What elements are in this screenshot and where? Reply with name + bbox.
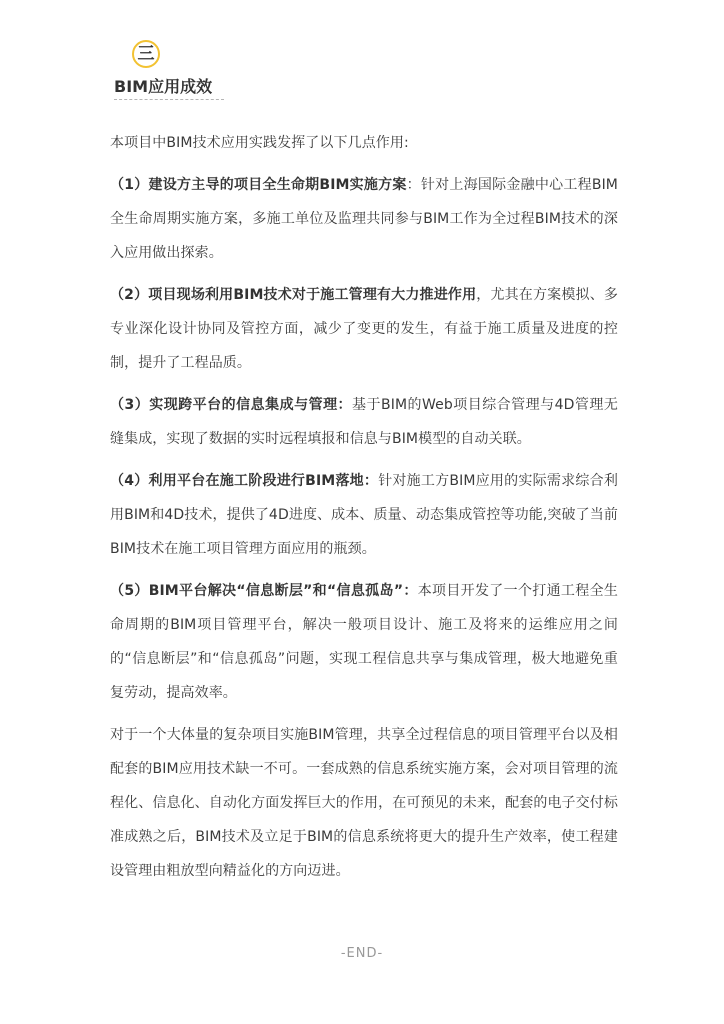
point-body-3: 基于BIM的Web项目综合管理与4D管理无缝集成，实现了数据的实时远程填报和信息与BIM模型的自动关联。 [110,397,618,447]
point-heading-3: （3）实现跨平台的信息集成与管理： [110,397,353,413]
point-heading-1: （1）建设方主导的项目全生命期BIM实施方案 [110,177,407,193]
section-title: BIM应用成效 [114,74,224,100]
point-body-1: ：针对上海国际金融中心工程BIM全生命周期实施方案，多施工单位及监理共同参与BIM工作为全过程BIM技术的深入应用做出探索。 [110,177,618,261]
point-body-4: 针对施工方BIM应用的实际需求综合利用BIM和4D技术，提供了4D进度、成本、质量、动态集成管控等功能,突破了当前BIM技术在施工项目管理方面应用的瓶颈。 [110,473,618,557]
point-paragraph-3 [110,388,618,456]
point-paragraph-4 [110,464,618,566]
point-heading-4: （4）利用平台在施工阶段进行BIM落地： [110,473,379,489]
point-heading-2: （2）项目现场利用BIM技术对于施工管理有大力推进作用 [110,287,477,303]
point-paragraph-5 [110,574,618,710]
point-body-2: ，尤其在方案模拟、多专业深化设计协同及管控方面，减少了变更的发生，有益于施工质量及进度的控制，提升了工程品质。 [110,287,618,371]
end-mark: -END- [340,946,384,961]
point-heading-5: （5）BIM平台解决“信息断层”和“信息孤岛”： [110,583,418,599]
intro-paragraph: 本项目中BIM技术应用实践发挥了以下几点作用: [110,135,409,151]
section-number-badge: 三 [132,40,160,68]
point-body-5: 本项目开发了一个打通工程全生命周期的BIM项目管理平台，解决一般项目设计、施工及将来的运维应用之间的“信息断层”和“信息孤岛”问题，实现工程信息共享与集成管理，极大地避免重复劳动，提高效率。 [110,583,618,701]
conclusion-paragraph: 对于一个大体量的复杂项目实施BIM管理，共享全过程信息的项目管理平台以及相配套的BIM应用技术缺一不可。一套成熟的信息系统实施方案，会对项目管理的流程化、信息化、自动化方面发挥巨大的作用，在可预见的未来，配套的电子交付标准成熟之后，BIM技术及立足于BIM的信息系统将更大的提升生产效率，使工程建设管理由粗放型向精益化的方向迈进。 [110,727,618,879]
point-paragraph-2 [110,278,618,380]
article-body [110,126,618,896]
point-paragraph-1 [110,168,618,270]
